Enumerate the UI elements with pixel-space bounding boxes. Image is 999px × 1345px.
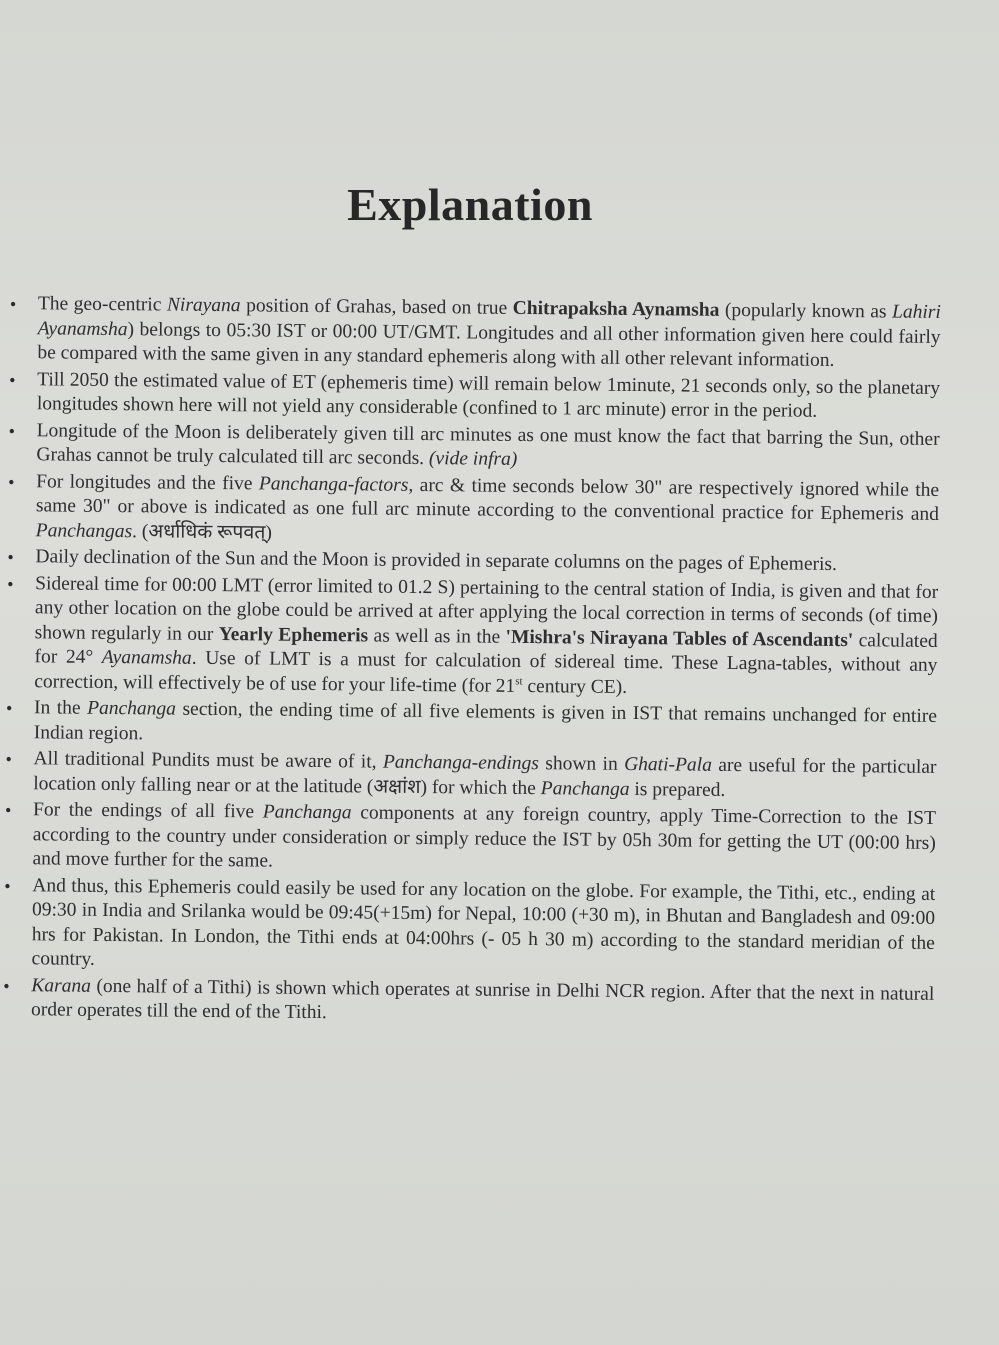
text-segment: st	[515, 674, 523, 687]
list-item	[0, 873, 935, 980]
text-segment: The geo-centric	[37, 293, 168, 316]
text-segment: Panchangas	[35, 519, 133, 542]
text-segment: All traditional Pundits must be aware of it,	[33, 748, 384, 773]
text-segment: Longitude of the Moon is deliberately given till arc minutes as one must know the fact that barring the Sun, other Grahas cannot be truly calculated till arc seconds.	[36, 419, 940, 470]
text-segment: 'Mishra's Nirayana Tables of Ascendants'	[505, 626, 854, 651]
bullet-icon: •	[8, 471, 15, 492]
text-segment: In the	[33, 697, 88, 719]
bullet-icon: •	[9, 294, 17, 315]
text-segment: Nirayana	[166, 294, 241, 317]
list-item	[4, 469, 940, 551]
bullet-icon: •	[4, 875, 11, 896]
list-item	[4, 418, 939, 476]
text-segment: Chitrapaksha Aynamsha	[512, 297, 720, 321]
explanation-list	[0, 292, 941, 1033]
text-segment: Ayanamsha	[101, 646, 192, 669]
text-segment: as well as in the	[368, 624, 506, 648]
text-segment: are useful for the particular location only falling near or at the latitude (अक्षांश) for which the	[33, 754, 937, 799]
text-segment: section, the ending time of all five elements is given in IST that remains unchanged for entire Indian region.	[33, 698, 938, 744]
text-segment: Panchanga	[540, 777, 630, 800]
list-item	[5, 292, 941, 374]
text-segment: (one half of a Tithi) is shown which operates at sunrise in Delhi NCR region. After that the next in natural order operates till the end of the Tithi.	[31, 975, 935, 1024]
bullet-icon: •	[7, 573, 14, 594]
text-segment: Daily declination of the Sun and the Moon is provided in separate columns on the pages of Ephemeris.	[35, 546, 838, 575]
text-segment: For longitudes and the five	[36, 470, 260, 494]
text-segment: ) belongs to 05:30 IST or 00:00 UT/GMT. Longitudes and all other information given here could fairly be compared with the same given in any standard ephemeris along with all other relevant information.	[37, 318, 941, 371]
page-title: Explanation	[347, 179, 593, 230]
bullet-icon: •	[5, 698, 13, 719]
text-segment: Till 2050 the estimated value of ET (ephemeris time) will remain below 1minute, 21 seconds only, so the planetary longitudes shown here will not yield any considerable (confined to 1 arc minute) error in the period.	[36, 368, 941, 422]
text-segment: Panchanga-factors	[258, 472, 409, 496]
text-segment: components at any foreign country, apply Time-Correction to the IST according to the country under consideration or simply reduce the IST by 05h 30m for getting the UT (00:00 hrs) and move further for the same.	[32, 802, 937, 872]
text-segment: . Use of LMT is a must for calculation of sidereal time. These Lagna-tables, without any correction, will effectively be of use for your life-time (for 21	[34, 647, 938, 697]
text-segment: . (अर्धाधिकं रूपवत्)	[132, 520, 272, 544]
text-segment: And thus, this Ephemeris could easily be used for any location on the globe. For example, the Tithi, etc., ending at 09:30 in India and Srilanka would be 09:45(+15m) for Nepal, 10:00 (+30 m), in Bhutan and Bangladesh and 09:00 hrs for Pakistan. In London, the Tithi ends at 04:00hrs (- 05 h 30 m) according to the standard meridian of the country.	[31, 874, 936, 970]
list-item	[2, 571, 938, 702]
text-segment: , arc & time seconds below 30" are respectively ignored while the same 30" or above is indicated as one full arc minute according to the conventional practice for Ephemeris and	[35, 474, 940, 525]
list-item	[0, 973, 934, 1031]
list-item	[1, 747, 936, 805]
text-segment: Panchanga	[262, 801, 352, 824]
text-segment: century CE).	[522, 675, 628, 698]
list-item	[0, 798, 936, 880]
text-segment: Panchanga-endings	[382, 751, 540, 775]
text-segment: Panchanga	[87, 697, 177, 720]
text-segment: For the endings of all five	[32, 799, 263, 823]
text-segment: Ghati-Pala	[624, 753, 712, 776]
bullet-icon: •	[8, 420, 16, 441]
text-segment: (popularly known as	[719, 299, 893, 323]
text-segment: Yearly Ephemeris	[218, 623, 369, 646]
bullet-icon: •	[9, 369, 16, 390]
text-segment: position of Grahas, based on true	[240, 295, 513, 319]
bullet-icon: •	[5, 749, 12, 770]
text-segment: Lahiri Ayanamsha	[37, 301, 941, 340]
text-segment: Sidereal time for 00:00 LMT (error limited to 01.2 S) pertaining to the central station of India, is given and that for any other location on the globe could be arrived at after applying the local correction in terms of seconds (of time) shown regularly in our	[34, 572, 939, 645]
text-segment: shown in	[538, 753, 625, 775]
bullet-icon: •	[4, 800, 12, 821]
text-segment: (vide infra)	[428, 448, 518, 470]
list-item	[2, 696, 937, 754]
list-item	[5, 367, 940, 425]
bullet-icon: •	[7, 547, 14, 568]
text-segment: calculated for 24°	[34, 629, 938, 668]
text-segment: Karana	[31, 974, 92, 997]
text-segment: is prepared.	[629, 778, 726, 801]
bullet-icon: •	[3, 975, 10, 996]
